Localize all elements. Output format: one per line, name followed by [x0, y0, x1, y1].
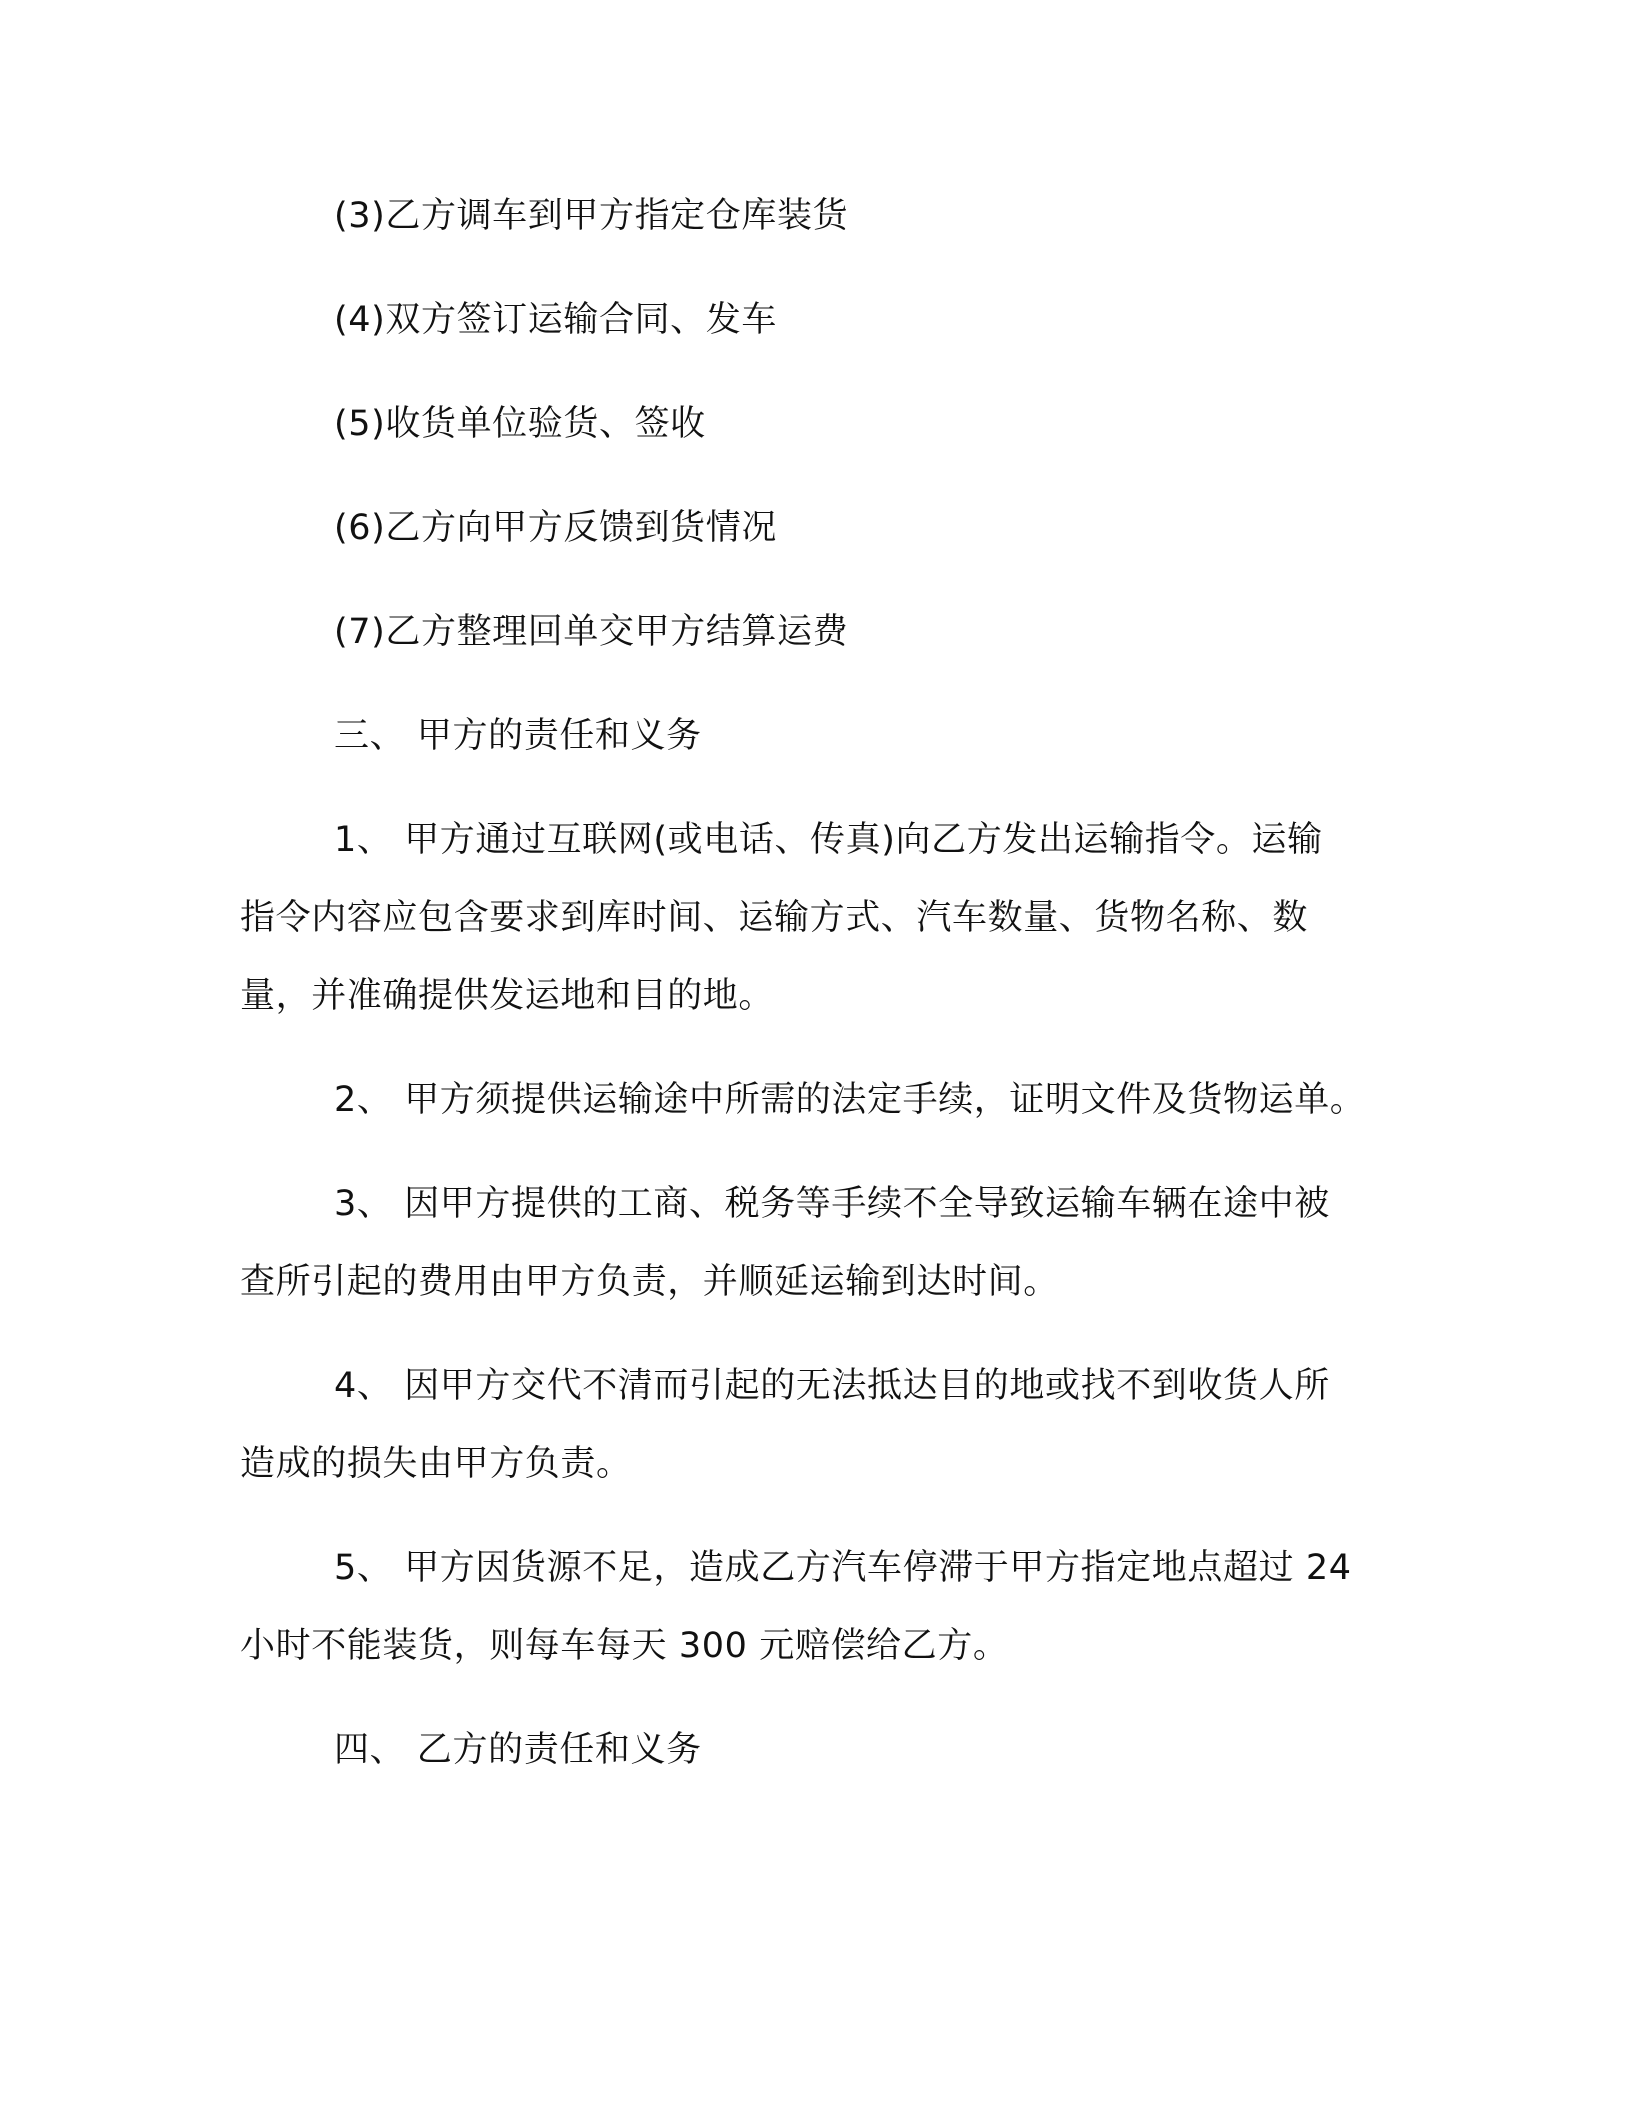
clause-2-line-1: 2、 甲方须提供运输途中所需的法定手续，证明文件及货物运单。 — [334, 1080, 1366, 1120]
clause-4-line-1: 4、 因甲方交代不清而引起的无法抵达目的地或找不到收货人所 — [334, 1366, 1330, 1406]
clause-1-line-1: 1、 甲方通过互联网(或电话、传真)向乙方发出运输指令。运输 — [334, 820, 1323, 860]
section-heading-party-b: 四、 乙方的责任和义务 — [334, 1730, 702, 1770]
clause-4-line-2: 造成的损失由甲方负责。 — [240, 1444, 632, 1484]
step-6: (6)乙方向甲方反馈到货情况 — [334, 508, 777, 548]
step-4: (4)双方签订运输合同、发车 — [334, 300, 777, 340]
clause-5-line-1: 5、 甲方因货源不足，造成乙方汽车停滞于甲方指定地点超过 24 — [334, 1548, 1352, 1588]
clause-1-line-3: 量，并准确提供发运地和目的地。 — [240, 976, 775, 1016]
clause-3-line-2: 查所引起的费用由甲方负责，并顺延运输到达时间。 — [240, 1262, 1059, 1302]
clause-5-line-2: 小时不能装货，则每车每天 300 元赔偿给乙方。 — [240, 1626, 1009, 1666]
clause-1-line-2: 指令内容应包含要求到库时间、运输方式、汽车数量、货物名称、数 — [240, 898, 1309, 938]
clause-3-line-1: 3、 因甲方提供的工商、税务等手续不全导致运输车辆在途中被 — [334, 1184, 1330, 1224]
step-7: (7)乙方整理回单交甲方结算运费 — [334, 612, 849, 652]
step-5: (5)收货单位验货、签收 — [334, 404, 706, 444]
step-3: (3)乙方调车到甲方指定仓库装货 — [334, 196, 849, 236]
section-heading-party-a: 三、 甲方的责任和义务 — [334, 716, 702, 756]
